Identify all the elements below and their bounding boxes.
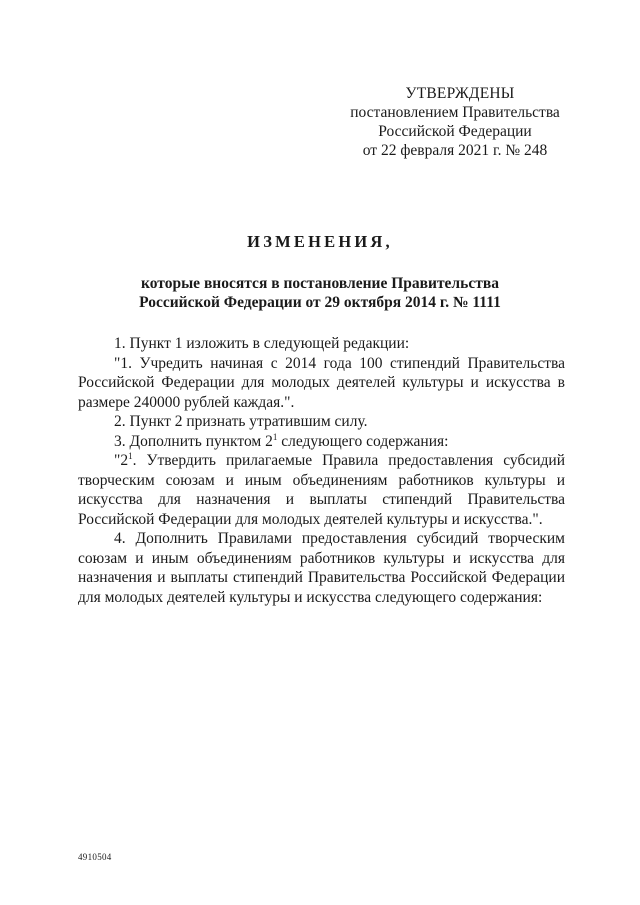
approval-heading: УТВЕРЖДЕНЫ: [405, 85, 515, 102]
paragraph-6: 4. Дополнить Правилами предоставления субсидий творческим союзам и иным объединениям работников культуры и искусства для назначения и выплаты стипендий Правительства Российской Федерации для молодых деятелей культуры и искусства следующего содержания:: [78, 530, 565, 606]
approval-line-1: постановлением Правительства: [350, 104, 560, 121]
approval-line-2: Российской Федерации: [378, 123, 532, 140]
paragraph-2: "1. Учредить начиная с 2014 года 100 стипендий Правительства Российской Федерации для молодых деятелей культуры и искусства в размере 240000 рублей каждая.".: [78, 354, 565, 411]
paragraph-4-superscript: 1: [272, 431, 278, 442]
paragraph-5-end: . Утвердить прилагаемые Правила предоставления субсидий творческим союзам и иным объединениям работников культуры и искусства для назначения и выплаты стипендий Правительства Российской Федерации для молодых деятелей культуры и искусства.".: [78, 452, 565, 528]
title-subtitle-line-2: Российской Федерации от 29 октября 2014 г. № 1111: [139, 294, 501, 311]
paragraph-4: [78, 432, 565, 452]
document-title: [60, 232, 580, 312]
document-body: [78, 334, 565, 607]
title-subtitle-line-1: которые вносятся в постановление Правительства: [141, 275, 499, 292]
approval-stamp: [330, 84, 580, 160]
paragraph-5: [78, 451, 565, 529]
paragraph-4-end: следующего содержания:: [277, 432, 449, 450]
document-code: 4910504: [78, 852, 112, 862]
paragraph-1: 1. Пункт 1 изложить в следующей редакции:: [114, 335, 410, 352]
approval-line-3: от 22 февраля 2021 г. № 248: [362, 142, 548, 159]
paragraph-5-start: "2: [114, 452, 129, 469]
paragraph-5-superscript: 1: [128, 450, 133, 461]
paragraph-3: 2. Пункт 2 признать утратившим силу.: [114, 413, 368, 430]
paragraph-4-start: 3. Дополнить пунктом 2: [114, 432, 273, 450]
title-main: ИЗМЕНЕНИЯ,: [247, 232, 393, 251]
